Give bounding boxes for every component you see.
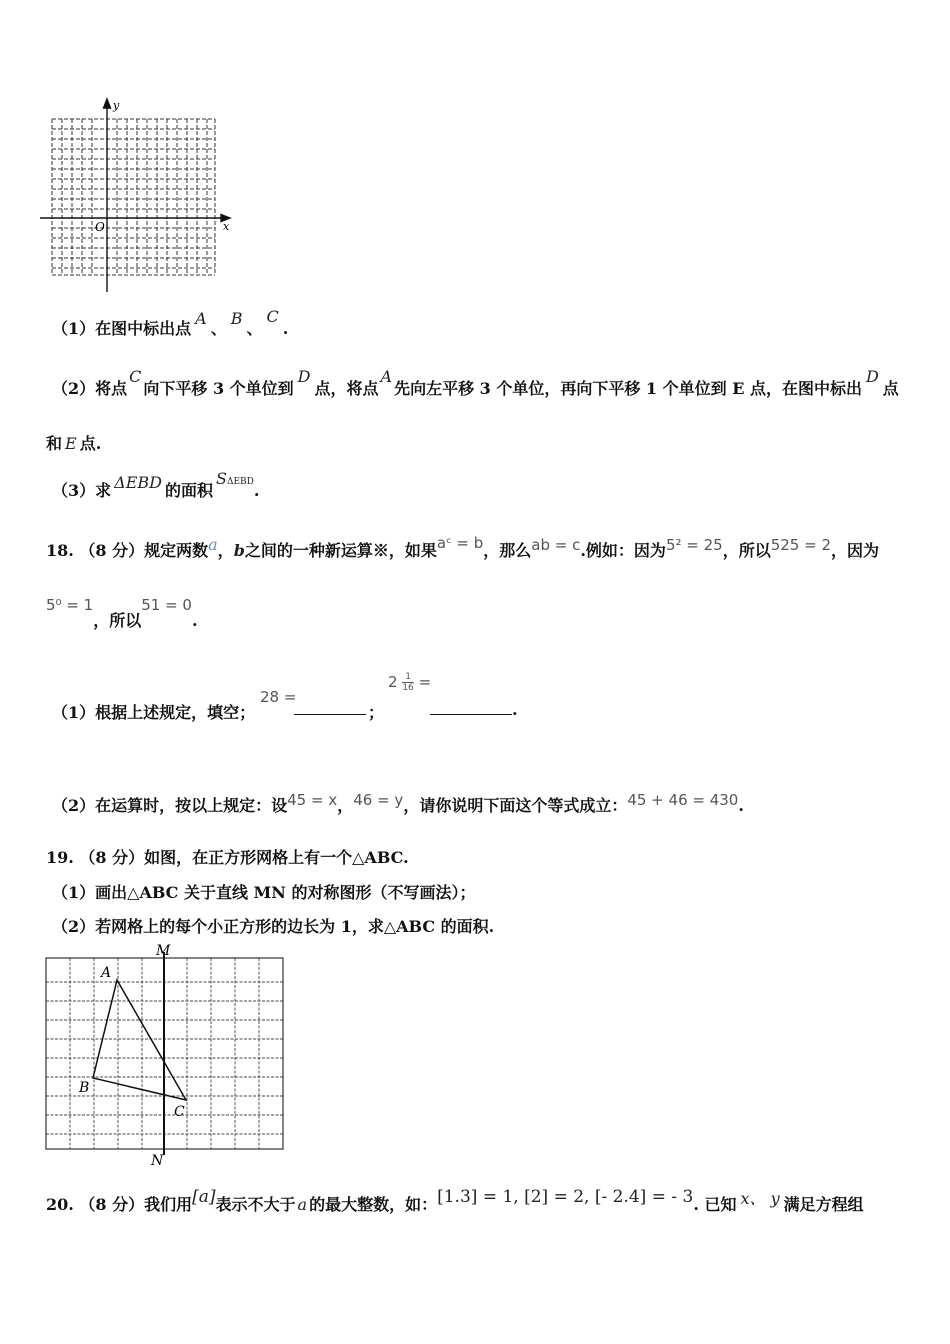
sep-1: 、	[210, 319, 227, 338]
text: ，所以	[93, 611, 142, 630]
floor-examples: [1.3] = 1, [2] = 2, [- 2.4] = - 3	[437, 1187, 694, 1207]
q18-line1	[46, 534, 879, 561]
q18-part2	[52, 793, 744, 816]
triangle-ebd: ΔEBD	[114, 473, 162, 492]
label-a: A	[101, 965, 112, 981]
sep-2: 、	[246, 319, 263, 338]
q18-part1-end: .	[512, 700, 518, 719]
origin-label: O	[95, 220, 105, 234]
q18-semicolon: ；	[368, 703, 385, 722]
axes	[40, 99, 230, 292]
q18-part1-label: （1）根据上述规定，填空；	[52, 703, 256, 722]
text: 先向左平移 3 个单位，再向下平移 1 个单位到 E 点，在图中标出	[394, 379, 862, 398]
q19-part2: （2）若网格上的每个小正方形的边长为 1，求△ABC 的面积.	[52, 917, 495, 936]
q19-title: 19. （8 分）如图，在正方形网格上有一个△ABC.	[46, 848, 409, 867]
text: 表示不大于	[215, 1195, 296, 1214]
q20-line	[46, 1187, 864, 1215]
q17-part2-line2	[46, 431, 101, 454]
area-symbol	[216, 469, 254, 488]
formula-example3: 5⁰ = 1	[46, 596, 94, 614]
point-c: C	[266, 307, 279, 326]
label-m: M	[156, 943, 171, 959]
period: .	[282, 319, 289, 338]
q19-part1: （1）画出△ABC 关于直线 MN 的对称图形（不写画法）；	[52, 883, 476, 902]
q18-answer-blank-1[interactable]	[294, 713, 366, 715]
point-e: E	[65, 434, 77, 453]
text: . 已知	[693, 1195, 737, 1214]
text: ，所以	[722, 541, 771, 560]
text: 满足方程组	[783, 1195, 864, 1214]
formula-y: 46 = y	[353, 791, 404, 809]
var-a: a	[297, 1195, 308, 1214]
y-axis-label: y	[113, 99, 120, 112]
text: 点，将点	[314, 379, 379, 398]
formula-example4: 51 = 0	[141, 596, 192, 614]
point-c: C	[129, 367, 142, 386]
text: ，那么	[483, 541, 532, 560]
floor-notation: [a]	[192, 1187, 216, 1207]
q18-part1-expr1: 28 =	[260, 688, 297, 706]
text: （3）求	[52, 481, 112, 500]
formula-op: ab = c	[531, 536, 581, 554]
vars-xy: x、 y	[740, 1189, 780, 1208]
text: 向下平移 3 个单位到	[143, 379, 294, 398]
x-axis-label: x	[223, 220, 230, 233]
text: 和	[46, 434, 63, 453]
period: .	[738, 796, 744, 815]
text: ，因为	[830, 541, 879, 560]
s-subscript: ΔEBD	[226, 477, 254, 487]
fraction	[402, 672, 413, 693]
text: ，请你说明下面这个等式成立：	[403, 796, 628, 815]
s-letter: S	[215, 469, 227, 488]
text: .例如：因为	[580, 541, 666, 560]
period: .	[191, 611, 198, 630]
text: ，	[217, 541, 234, 560]
text: 18. （8 分）规定两数	[46, 541, 209, 560]
text: 的最大整数，如：	[309, 1195, 438, 1214]
formula-identity: 45 + 46 = 430	[627, 791, 739, 809]
denominator: 16	[402, 683, 414, 693]
q17-part2-line1	[52, 367, 899, 399]
text: （2）在运算时，按以上规定：设	[52, 796, 288, 815]
point-d: D	[865, 367, 879, 386]
text: 20. （8 分）我们用	[46, 1195, 193, 1214]
q18-line2	[46, 596, 198, 630]
numerator: 1	[402, 672, 413, 683]
coordinate-grid-figure	[40, 95, 240, 300]
text: 之间的一种新运算※，如果	[244, 541, 437, 560]
formula-example2: 525 = 2	[770, 536, 831, 554]
triangle-grid-figure	[40, 940, 290, 1170]
q18-part1-expr2	[388, 672, 431, 693]
triangle-abc	[93, 980, 186, 1100]
period: .	[253, 481, 260, 500]
q18-answer-blank-2[interactable]	[430, 713, 512, 715]
point-b: B	[230, 309, 243, 328]
var-a: a	[208, 535, 218, 554]
formula-x: 45 = x	[287, 791, 338, 809]
text: ，	[337, 796, 354, 815]
text: （2）将点	[52, 379, 128, 398]
q17-part1	[52, 307, 289, 339]
equals: =	[418, 673, 432, 691]
q17-part3	[52, 469, 260, 501]
point-a: A	[380, 367, 393, 386]
text: 的面积	[164, 481, 213, 500]
formula-example1: 5² = 25	[665, 536, 723, 554]
text: 点.	[79, 434, 102, 453]
label-b: B	[79, 1080, 90, 1096]
text: 点	[882, 379, 899, 398]
formula-power: aᶜ = b	[436, 534, 484, 552]
q17-part1-prefix: （1）在图中标出点	[52, 319, 192, 338]
mixed-int: 2	[388, 673, 398, 691]
var-b: b	[233, 541, 245, 560]
grid-lines	[52, 119, 215, 275]
label-n: N	[151, 1153, 164, 1169]
label-c: C	[174, 1104, 185, 1120]
point-d: D	[297, 367, 311, 386]
point-a: A	[195, 309, 207, 328]
